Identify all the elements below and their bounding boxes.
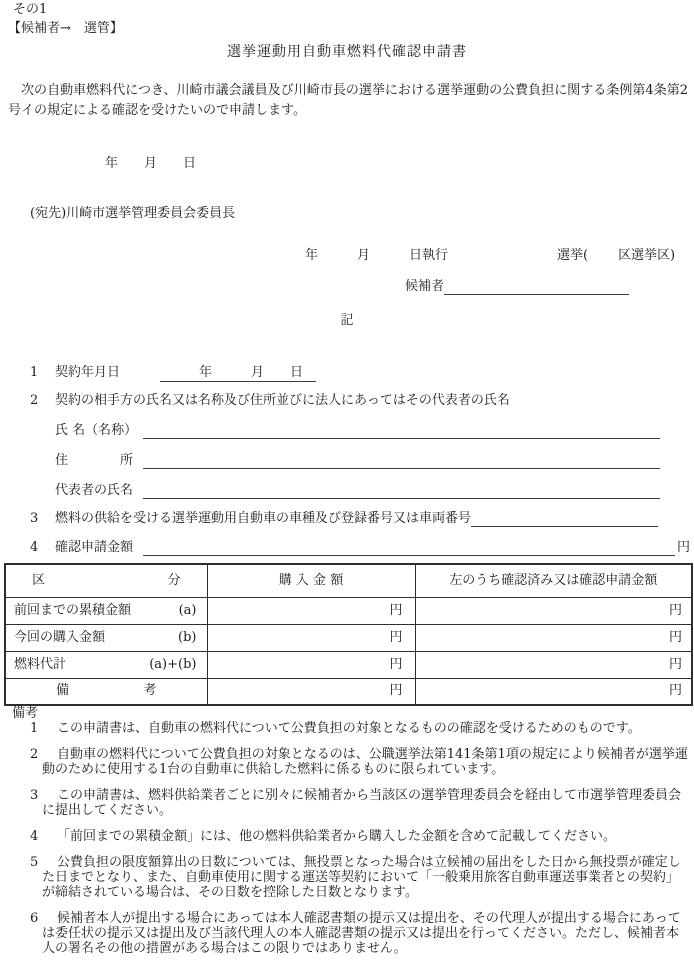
application-date-line: 年 月 日 [105,156,197,171]
representative-name-row [55,483,660,499]
table-row-previous-total [5,597,692,624]
remark-item-1 [30,721,690,736]
counterparty-name-row [55,423,660,439]
representative-field [143,483,660,499]
item2-number: 2 [30,393,39,408]
item1-number: 1 [30,365,39,380]
header-category-left: 区 [32,572,46,588]
name-field [143,423,660,439]
purchase-amount-cell: 円 [207,678,415,705]
remark-number: 5 [30,855,39,870]
remark-number: 6 [30,911,39,926]
item3-number: 3 [30,511,39,526]
item2-label: 契約の相手方の氏名又は名称及び住所並びに法人にあってはその代表者の氏名 [55,393,510,408]
document-title: 選挙運動用自動車燃料代確認申請書 [227,44,467,60]
representative-label: 代表者の氏名 [55,483,134,498]
table-header-row [5,564,692,597]
candidate-line [405,279,629,295]
requested-amount-field [143,540,675,556]
election-name-open: 選挙( [557,248,589,263]
item4-number: 4 [30,540,39,555]
form-number-label: その1 [13,2,48,17]
candidate-name-field [444,279,629,295]
row-code: 考 [143,683,157,699]
row-label: 今回の購入金額 [14,629,106,645]
address-label: 住 所 [55,453,134,468]
table-row-fuel-total [5,651,692,678]
remark-item-4 [30,829,690,844]
remarks-heading: 備考 [12,706,39,721]
item1-label: 契約年月日 [55,365,121,380]
addressee-line: (宛先)川崎市選挙管理委員会委員長 [30,206,236,221]
remark-number: 4 [30,829,39,844]
purchase-amount-cell: 円 [207,597,415,624]
header-confirmed-amount: 左のうち確認済み又は確認申請金額 [415,564,692,597]
row-label: 燃料代計 [14,656,67,672]
remark-number: 1 [30,721,39,736]
row-label: 備 [56,683,70,699]
remark-number: 3 [30,788,39,803]
election-district-close: 区選挙区) [618,248,676,263]
confirmed-amount-cell: 円 [415,678,692,705]
remark-text: 候補者本人が提出する場合にあっては本人確認書類の提示又は提出を、その代理人が提出する場合にあっては委任状の提示又は提出及び当該代理人の本人確認書類の提示又は提出を行ってください。ただし、候補者本人の署名その他の措置がある場合はこの限りではありません。 [42,911,681,956]
row-label: 前回までの累積金額 [14,602,132,618]
header-category-right: 分 [167,572,181,588]
routing-label: 【候補者→ 選管】 [8,21,123,36]
address-field [143,453,660,469]
item4-yen-unit: 円 [676,540,690,555]
confirmed-amount-cell: 円 [415,624,692,651]
table-row-current-purchase [5,624,692,651]
table-row-remarks [5,678,692,705]
item3-vehicle [30,511,658,527]
vehicle-number-field [471,511,658,527]
fuel-amount-table [4,563,693,706]
name-label: 氏 名（名称） [55,423,138,438]
remark-text: この申請書は、自動車の燃料代について公費負担の対象となるものの確認を受けるためのものです。 [57,721,641,736]
header-purchase-amount: 購 入 金 額 [207,564,415,597]
remark-number: 2 [30,747,39,762]
item3-label: 燃料の供給を受ける選挙運動用自動車の車種及び登録番号又は車両番号 [55,511,472,526]
row-code: (b) [178,629,197,645]
confirmed-amount-cell: 円 [415,597,692,624]
election-execution-date: 年 月 日執行 [305,248,449,263]
remark-text: 自動車の燃料代について公費負担の対象となるのは、公職選挙法第141条第1項の規定により候補者が選挙運動のために使用する1台の自動車に供給した燃料に係るものに限られています。 [42,747,688,777]
remark-text: この申請書は、燃料供給業者ごとに別々に候補者から当該区の選挙管理委員会を経由して市選挙管理委員会に提出してください。 [42,788,682,818]
remark-text: 公費負担の限度額算出の日数については、無投票となった場合は立候補の届出をした日から無投票が確定した日までとなり、また、自動車使用に関する運送等契約において「一般乗用旅客自動車運送事業者との契約」が締結されている場合は、その日数を控除した日数となります。 [42,855,681,900]
remark-item-6 [30,911,690,956]
intro-paragraph: 次の自動車燃料代につき、川崎市議会議員及び川崎市長の選挙における選挙運動の公費負担に関する条例第4条第2号イの規定による確認を受けたいので申請します。 [8,83,688,118]
purchase-amount-cell: 円 [207,624,415,651]
remarks-section [0,706,690,967]
ki-marker: 記 [340,313,354,328]
remark-text: 「前回までの累積金額」には、他の燃料供給業者から購入した金額を含めて記載してください。 [57,829,617,844]
row-code: (a)+(b) [149,656,197,672]
remark-item-2 [30,747,690,777]
contract-date-field: 年 月 日 [160,365,317,380]
row-code: (a) [178,602,197,618]
purchase-amount-cell: 円 [207,651,415,678]
remark-item-5 [30,855,690,900]
item1-contract-date [30,365,316,382]
header-category [5,564,207,597]
candidate-label: 候補者 [405,279,445,294]
counterparty-address-row [55,453,660,469]
item4-amount [30,540,690,556]
remark-item-3 [30,788,690,818]
item2-counterparty [30,393,510,409]
confirmed-amount-cell: 円 [415,651,692,678]
item4-label: 確認申請金額 [55,540,134,555]
